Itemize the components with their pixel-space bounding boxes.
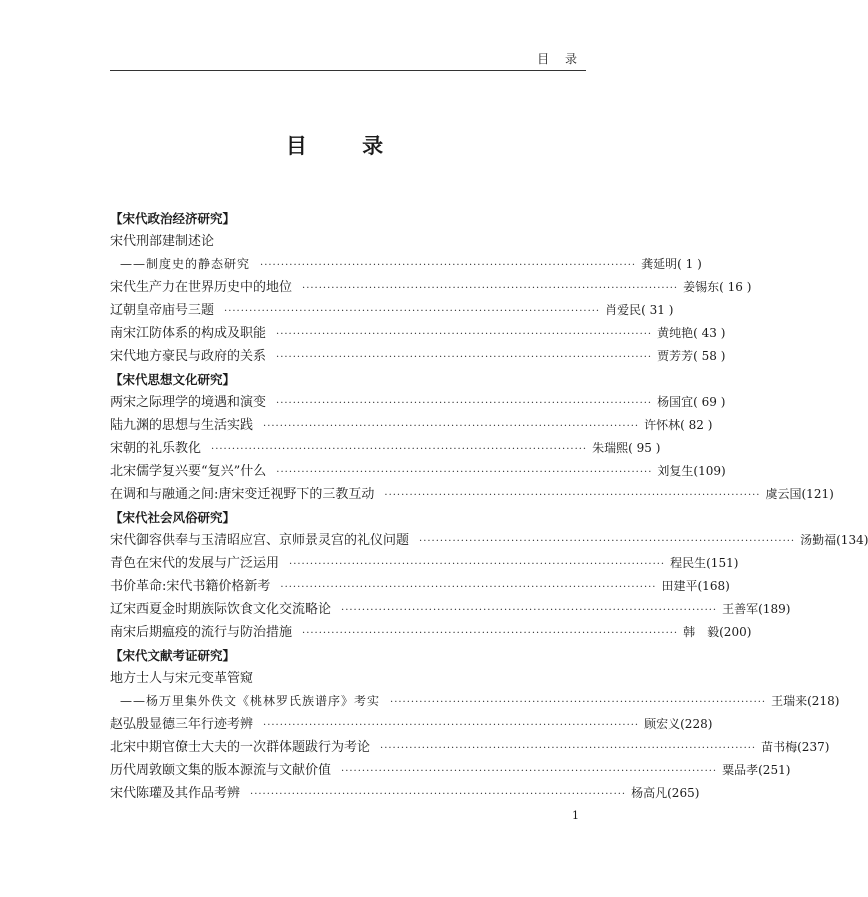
entry-page: ( 58 ) <box>693 349 726 363</box>
entry-title: 书价革命:宋代书籍价格新考 <box>110 579 271 594</box>
entry-page: (168) <box>697 579 730 593</box>
leader-dots: ·························································································· <box>263 421 640 432</box>
entry-author: 杨国宜 <box>657 395 694 409</box>
entry-title: 宋代御容供奉与玉清昭应宫、京师景灵宫的礼仪问题 <box>110 533 410 548</box>
entry-author: 顾宏义 <box>644 717 681 731</box>
toc-entry[interactable] <box>110 483 834 506</box>
entry-title: 宋代地方豪民与政府的关系 <box>110 349 267 364</box>
toc-entry[interactable] <box>110 575 730 598</box>
page-number: 1 <box>572 809 579 822</box>
entry-page: (200) <box>719 625 752 639</box>
entry-title: 青色在宋代的发展与广泛运用 <box>110 556 280 571</box>
section-heading: 【宋代政治经济研究】 <box>110 211 236 226</box>
toc-entry[interactable] <box>110 437 661 460</box>
running-header: 目 录 <box>537 52 583 66</box>
entry-title: ——制度史的静态研究 <box>120 257 251 271</box>
entry-page: (189) <box>758 602 791 616</box>
entry-author: 程民生 <box>670 556 707 570</box>
entry-author: 刘复生 <box>657 464 694 478</box>
toc-entry[interactable] <box>110 621 752 644</box>
entry-page: ( 1 ) <box>677 257 702 271</box>
entry-author: 杨高凡 <box>631 786 668 800</box>
entry-title: 陆九渊的思想与生活实践 <box>110 418 254 433</box>
header-rule <box>110 70 586 71</box>
toc-entry[interactable] <box>110 391 726 414</box>
table-of-contents <box>110 207 868 805</box>
section-heading: 【宋代思想文化研究】 <box>110 372 236 387</box>
entry-page: (265) <box>667 786 700 800</box>
leader-dots: ·························································································· <box>302 628 679 639</box>
toc-entry[interactable] <box>110 276 752 299</box>
entry-title: 在调和与融通之间:唐宋变迁视野下的三教互动 <box>110 487 375 502</box>
toc-entry[interactable] <box>110 322 726 345</box>
entry-page: (218) <box>807 694 840 708</box>
entry-author: 汤勤福 <box>800 533 837 547</box>
entry-page: ( 43 ) <box>693 326 726 340</box>
entry-author: 田建平 <box>661 579 698 593</box>
entry-title: 宋代刑部建制述论 <box>110 234 215 249</box>
entry-title: 宋代生产力在世界历史中的地位 <box>110 280 293 295</box>
toc-entry[interactable] <box>110 529 868 552</box>
entry-title: 地方士人与宋元变革管窥 <box>110 671 254 686</box>
leader-dots: ·························································································· <box>289 559 666 570</box>
leader-dots: ·························································································· <box>302 283 679 294</box>
leader-dots: ·························································································· <box>260 260 637 271</box>
leader-dots: ·························································································· <box>341 605 718 616</box>
entry-title: 宋朝的礼乐教化 <box>110 441 202 456</box>
toc-entry[interactable] <box>110 460 726 483</box>
entry-title: 南宋江防体系的构成及职能 <box>110 326 267 341</box>
entry-author: 苗书梅 <box>761 740 798 754</box>
entry-author: 虞云国 <box>765 487 802 501</box>
entry-title: 两宋之际理学的境遇和演变 <box>110 395 267 410</box>
entry-author: 贾芳芳 <box>657 349 694 363</box>
entry-title: 辽宋西夏金时期族际饮食文化交流略论 <box>110 602 332 617</box>
page-title: 目 录 <box>285 134 386 158</box>
toc-entry[interactable] <box>110 759 791 782</box>
toc-entry[interactable] <box>110 414 713 437</box>
entry-page: (109) <box>693 464 726 478</box>
entry-author: 韩 毅 <box>683 625 720 639</box>
section-heading: 【宋代文献考证研究】 <box>110 648 236 663</box>
entry-title: 宋代陈瓘及其作品考辨 <box>110 786 241 801</box>
entry-page: (151) <box>706 556 739 570</box>
toc-entry[interactable] <box>110 736 830 759</box>
leader-dots: ·························································································· <box>276 352 653 363</box>
toc-entry[interactable] <box>110 598 791 621</box>
entry-author: 肖爱民 <box>605 303 642 317</box>
leader-dots: ·························································································· <box>276 329 653 340</box>
entry-title: 辽朝皇帝庙号三题 <box>110 303 215 318</box>
leader-dots: ·························································································· <box>380 743 757 754</box>
leader-dots: ·························································································· <box>280 582 657 593</box>
entry-page: (251) <box>758 763 791 777</box>
toc-entry[interactable] <box>110 713 713 736</box>
leader-dots: ·························································································· <box>211 444 588 455</box>
toc-entry[interactable] <box>110 345 726 368</box>
section-heading: 【宋代社会风俗研究】 <box>110 510 236 525</box>
leader-dots: ·························································································· <box>390 697 767 708</box>
entry-author: 姜锡东 <box>683 280 720 294</box>
entry-page: ( 31 ) <box>641 303 674 317</box>
entry-title: 历代周敦颐文集的版本源流与文献价值 <box>110 763 332 778</box>
toc-entry[interactable] <box>110 782 700 805</box>
entry-title: 北宋儒学复兴要“复兴”什么 <box>110 464 267 479</box>
leader-dots: ·························································································· <box>276 398 653 409</box>
entry-author: 黄纯艳 <box>657 326 694 340</box>
entry-title: 赵弘殷显德三年行迹考辨 <box>110 717 254 732</box>
toc-entry[interactable] <box>110 552 739 575</box>
leader-dots: ·························································································· <box>263 720 640 731</box>
entry-title: 北宋中期官僚士大夫的一次群体题跋行为考论 <box>110 740 371 755</box>
entry-page: (134) <box>836 533 868 547</box>
leader-dots: ·························································································· <box>250 789 627 800</box>
toc-subtitle-entry[interactable] <box>110 253 702 276</box>
leader-dots: ·························································································· <box>419 536 796 547</box>
entry-author: 王善军 <box>722 602 759 616</box>
entry-page: (121) <box>801 487 834 501</box>
entry-author: 王瑞来 <box>771 694 808 708</box>
entry-author: 许怀林 <box>644 418 681 432</box>
entry-page: (228) <box>680 717 713 731</box>
entry-page: ( 69 ) <box>693 395 726 409</box>
entry-page: ( 82 ) <box>680 418 713 432</box>
leader-dots: ·························································································· <box>276 467 653 478</box>
entry-author: 龚延明 <box>641 257 678 271</box>
leader-dots: ·························································································· <box>224 306 601 317</box>
entry-page: (237) <box>797 740 830 754</box>
entry-title: ——杨万里集外佚文《桃林罗氏族谱序》考实 <box>120 694 381 708</box>
leader-dots: ·························································································· <box>384 490 761 501</box>
entry-author: 朱瑞熙 <box>592 441 629 455</box>
toc-entry[interactable] <box>110 667 586 690</box>
entry-author: 粟品孝 <box>722 763 759 777</box>
leader-dots: ·························································································· <box>341 766 718 777</box>
toc-entry[interactable] <box>110 299 674 322</box>
entry-title: 南宋后期瘟疫的流行与防治措施 <box>110 625 293 640</box>
toc-subtitle-entry[interactable] <box>110 690 840 713</box>
entry-page: ( 16 ) <box>719 280 752 294</box>
entry-page: ( 95 ) <box>628 441 661 455</box>
toc-entry[interactable] <box>110 230 586 253</box>
